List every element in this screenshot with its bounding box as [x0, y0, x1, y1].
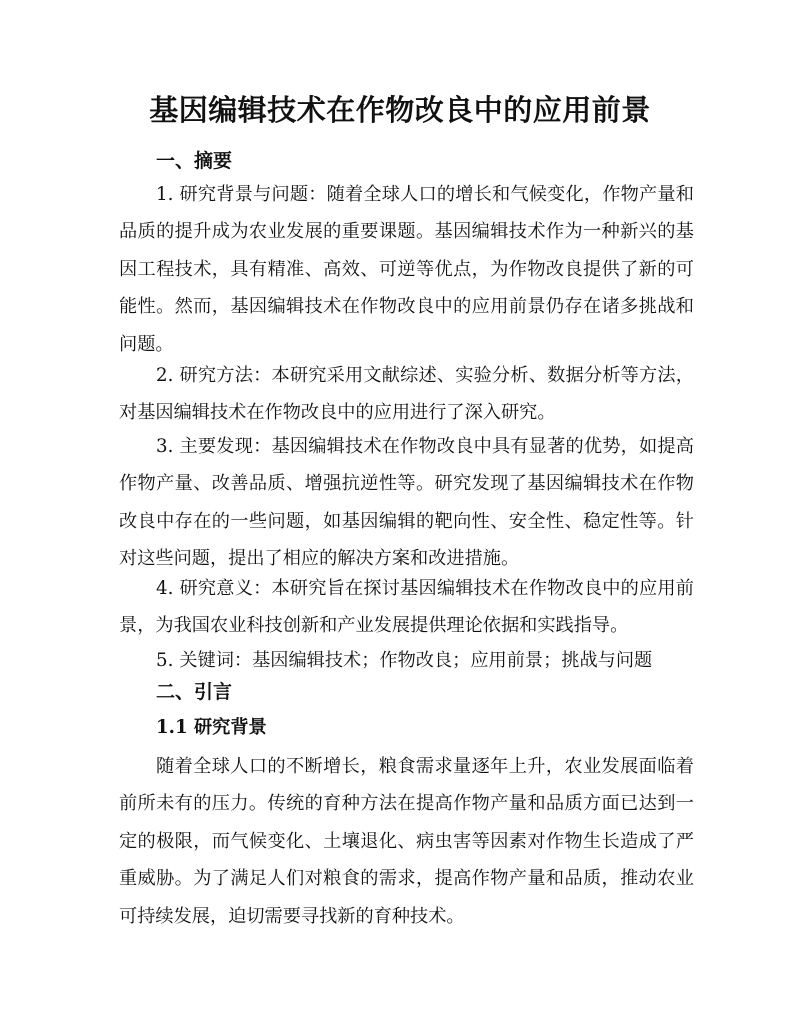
section-heading-introduction: 二、引言 — [156, 681, 233, 703]
abstract-paragraph-2 — [119, 357, 694, 432]
subsection-heading-research-background: 1.1 研究背景 — [156, 717, 267, 738]
paragraph-text: 随着全球人口的不断增长，粮食需求量逐年上升，农业发展面临着前所未有的压力。传统的育种方法在提高作物产量和品质方面已达到一定的极限，而气候变化、土壤退化、病虫害等因素对作物生长造成了严重威胁。为了满足人们对粮食的需求，提高作物产量和品质，推动农业可持续发展，迫切需要寻找新的育种技术。 — [119, 756, 694, 927]
paragraph-text: 研究方法：本研究采用文献综述、实验分析、数据分析等方法，对基因编辑技术在作物改良中的应用进行了深入研究。 — [119, 365, 694, 424]
paragraph-text: 研究背景与问题：随着全球人口的增长和气候变化，作物产量和品质的提升成为农业发展的重要课题。基因编辑技术作为一种新兴的基因工程技术，具有精准、高效、可逆等优点，为作物改良提供了新的可能性。然而，基因编辑技术在作物改良中的应用前景仍存在诸多挑战和问题。 — [119, 184, 694, 355]
paragraph-number: 2. — [156, 365, 174, 386]
abstract-paragraph-4 — [119, 570, 694, 645]
abstract-paragraph-5 — [119, 642, 694, 679]
paragraph-number: 4. — [156, 578, 174, 599]
paragraph-number: 3. — [156, 436, 174, 457]
paragraph-text: 主要发现：基因编辑技术在作物改良中具有显著的优势，如提高作物产量、改善品质、增强抗逆性等。研究发现了基因编辑技术在作物改良中存在的一些问题，如基因编辑的靶向性、安全性、稳定性等。针对这些问题，提出了相应的解决方案和改进措施。 — [119, 436, 694, 570]
paragraph-text: 关键词：基因编辑技术；作物改良；应用前景；挑战与问题 — [179, 650, 653, 671]
abstract-paragraph-3 — [119, 428, 694, 578]
document-title: 基因编辑技术在作物改良中的应用前景 — [149, 93, 651, 127]
introduction-paragraph-1 — [119, 748, 694, 935]
paragraph-number: 5. — [156, 650, 174, 671]
paragraph-text: 研究意义：本研究旨在探讨基因编辑技术在作物改良中的应用前景，为我国农业科技创新和产业发展提供理论依据和实践指导。 — [119, 578, 694, 637]
paragraph-number: 1. — [156, 184, 174, 205]
abstract-paragraph-1 — [119, 176, 694, 363]
section-heading-abstract: 一、摘要 — [156, 150, 233, 172]
